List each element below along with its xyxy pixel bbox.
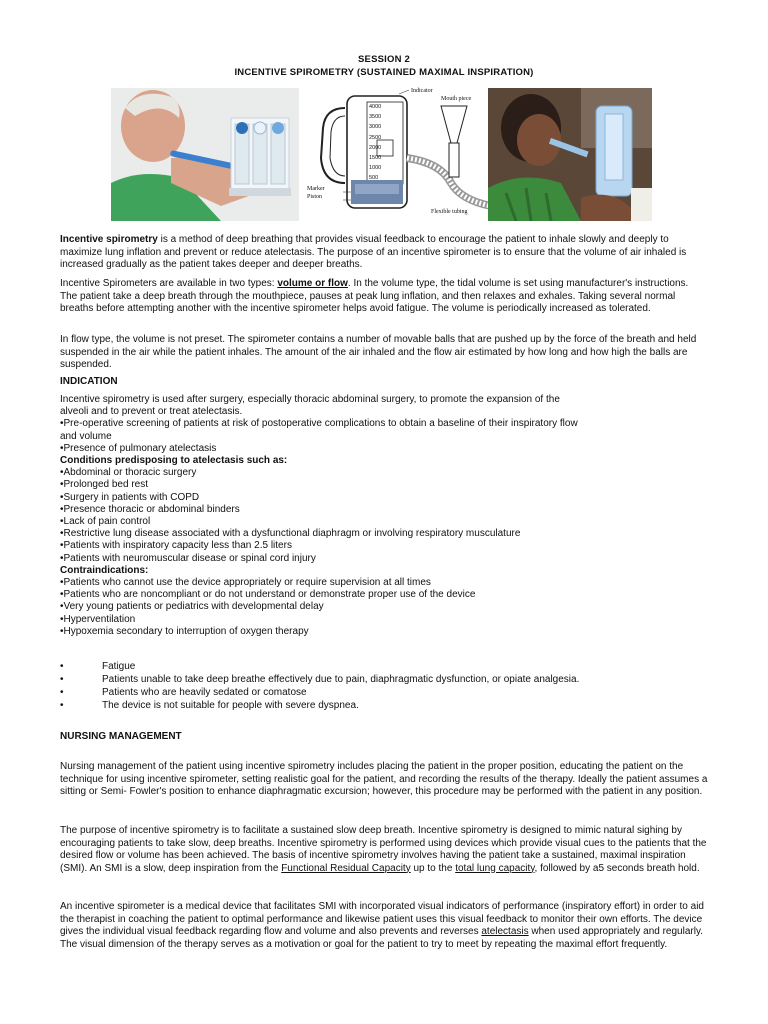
- bullet-list: [60, 661, 710, 713]
- types-text: volume or flow: [277, 278, 348, 289]
- photo-woman-spirometer: [488, 88, 652, 221]
- bullet-icon: •: [60, 699, 64, 711]
- bullet-row: [60, 700, 710, 713]
- scale-tick: 4000: [369, 104, 382, 110]
- scale-tick: 500: [369, 175, 379, 182]
- nursing-p3-text-b: when used appropriately and regularly. The visual dimension of the therapy serves as a motivation or goal for the patient to try to meet by repeating the maximal effort frequently.: [60, 926, 703, 950]
- contraindication-item: •Patients who cannot use the device appropriately or require supervision at all times: [60, 577, 431, 589]
- page-title: INCENTIVE SPIROMETRY (SUSTAINED MAXIMAL INSPIRATION): [234, 67, 534, 78]
- contraindication-item: •Hyperventilation: [60, 613, 136, 625]
- nursing-heading: NURSING MANAGEMENT: [60, 731, 182, 742]
- label-mouthpiece: Mouth piece: [441, 96, 472, 102]
- scale-tick: 2500: [369, 134, 382, 141]
- photo-man-spirometer: [111, 88, 299, 221]
- indication-block: [60, 394, 708, 638]
- bullet-text: Patients unable to take deep breathe effectively due to pain, diaphragmatic dysfunction, or opiate analgesia.: [102, 673, 580, 685]
- spirometry-figure: [111, 88, 652, 221]
- condition-item: •Abdominal or thoracic surgery: [60, 467, 197, 479]
- indication-line: •Presence of pulmonary atelectasis: [60, 442, 217, 454]
- nursing-p2-text-a: The purpose of incentive spirometry is to facilitate a sustained slow deep breath. Incentive spirometry is designed to mimic natural sighing by encouraging patients to take slow, deep breaths. Incentive spirometry is performed using devices which provide visual cues to the patients that the desired flow or volume has been achieved. The basis of incentive spirometry involves having the patient take a sustained, maximal inspiration (SMI). An SMI is a slow, deep inspiration from the: [60, 825, 707, 874]
- intro-p2-text-a: Incentive Spirometers are available in two types:: [60, 278, 278, 289]
- scale-tick: 3500: [369, 114, 382, 121]
- bullet-icon: •: [60, 661, 64, 672]
- indication-heading: INDICATION: [60, 376, 118, 387]
- scale-tick: 1000: [369, 165, 382, 172]
- bullet-row: [60, 687, 710, 700]
- bullet-text: Fatigue: [102, 661, 136, 672]
- nursing-p3-text-a: An incentive spirometer is a medical device that facilitates SMI with incorporated visual indicators of performance (inspiratory effort) in order to aid the therapist in coaching the patient to optimal performance and likewise patient uses this visual feedback to monitor their own efforts. The device gives the individual visual feedback regarding flow and volume and also prevents and reverses: [60, 901, 704, 937]
- nursing-p2-text-b: up to the: [410, 862, 456, 874]
- label-piston: Piston: [307, 194, 323, 200]
- scale-tick: 2000: [369, 144, 382, 151]
- contraindications-heading: Contraindications:: [60, 564, 149, 576]
- label-marker: Marker: [307, 186, 325, 192]
- intro-paragraph-2: [60, 278, 708, 316]
- nursing-p2-text-c: , followed by a5 seconds breath hold.: [534, 862, 700, 874]
- condition-item: •Presence thoracic or abdominal binders: [60, 503, 240, 515]
- bullet-icon: •: [60, 686, 64, 698]
- indication-line: and volume: [60, 430, 112, 442]
- intro-paragraph-3: [60, 334, 708, 372]
- nursing-paragraph-2: [60, 815, 710, 885]
- bullet-icon: •: [60, 673, 64, 685]
- condition-item: •Prolonged bed rest: [60, 479, 149, 491]
- scale-tick: 1500: [369, 155, 382, 162]
- indication-line: alveoli and to prevent or treat atelectasis.: [60, 406, 243, 418]
- nursing-paragraph-1: [60, 751, 710, 809]
- label-tubing: Flexible tubing: [431, 209, 468, 215]
- scale-tick: 3000: [369, 124, 382, 131]
- link-atelectasis[interactable]: atelectasis: [481, 926, 529, 937]
- session-label: SESSION 2: [358, 54, 410, 65]
- indication-line: Incentive spirometry is used after surgery, especially thoracic abdominal surgery, to promote the expansion of the: [60, 394, 560, 405]
- volume-scale: [369, 102, 381, 184]
- bullet-row: [60, 674, 710, 687]
- link-total-lung-capacity[interactable]: total lung capacity: [455, 862, 535, 874]
- condition-item: •Lack of pain control: [60, 516, 151, 528]
- indication-line: •Pre-operative screening of patients at risk of postoperative complications to obtain a baseline of their inspiratory flow: [60, 418, 578, 430]
- bullet-text: The device is not suitable for people with severe dyspnea.: [102, 699, 359, 711]
- nursing-paragraph-3: [60, 891, 710, 961]
- condition-item: •Patients with inspiratory capacity less than 2.5 liters: [60, 540, 292, 552]
- intro-term: Incentive spirometry: [60, 234, 158, 245]
- intro-p3-text: In flow type, the volume is not preset. The spirometer contains a number of movable balls that are pushed up by the force of the breath and held suspended in the air while the patient inhales. The amount of the air inhaled and the flow air estimated by how long and how high the balls are suspended.: [60, 334, 697, 371]
- condition-item: •Restrictive lung disease associated with a dysfunctional diaphragm or involving respiratory musculature: [60, 528, 521, 540]
- contraindication-item: •Hypoxemia secondary to interruption of oxygen therapy: [60, 625, 309, 637]
- nursing-p1-text: Nursing management of the patient using incentive spirometry includes placing the patient in the proper position, educating the patient on the technique for using incentive spirometer, setting realistic goal for the patient, and recording the results of the therapy. Ideally the patient assumes a sitting or Semi- Fowler's position to enhance diaphragmatic excursion; however, this procedure may be performed with the patient in any position.: [60, 761, 708, 797]
- intro-p1-text: is a method of deep breathing that provides visual feedback to encourage the patient to inhale slowly and deeply to maximize lung inflation and prevent or reduce atelectasis. The purpose of an incentive spirometer is to ensure that the volume of air inhaled is increased gradually as the patient takes deeper and deeper breaths.: [60, 234, 687, 271]
- diagram-volume-spirometer: [305, 88, 491, 221]
- link-functional-residual-capacity[interactable]: Functional Residual Capacity: [281, 862, 411, 874]
- label-indicator: Indicator: [411, 88, 433, 94]
- condition-item: •Patients with neuromuscular disease or spinal cord injury: [60, 552, 316, 564]
- conditions-heading: Conditions predisposing to atelectasis such as:: [60, 455, 288, 467]
- intro-p2-text-b: . In the volume type, the tidal volume is set using manufacturer's instructions. The patient take a deep breath through the mouthpiece, pauses at peak lung inflation, and then relaxes and exhales. Taking several normal breaths before attempting another with the incentive spirometer helps avoid fatigue. The volume is periodically increased as tolerated.: [60, 278, 689, 315]
- condition-item: •Surgery in patients with COPD: [60, 491, 200, 503]
- intro-paragraph-1: [60, 234, 708, 272]
- contraindication-item: •Very young patients or pediatrics with developmental delay: [60, 601, 324, 613]
- bullet-text: Patients who are heavily sedated or comatose: [102, 686, 307, 698]
- bullet-row: [60, 661, 710, 674]
- contraindication-item: •Patients who are noncompliant or do not understand or demonstrate proper use of the device: [60, 589, 476, 601]
